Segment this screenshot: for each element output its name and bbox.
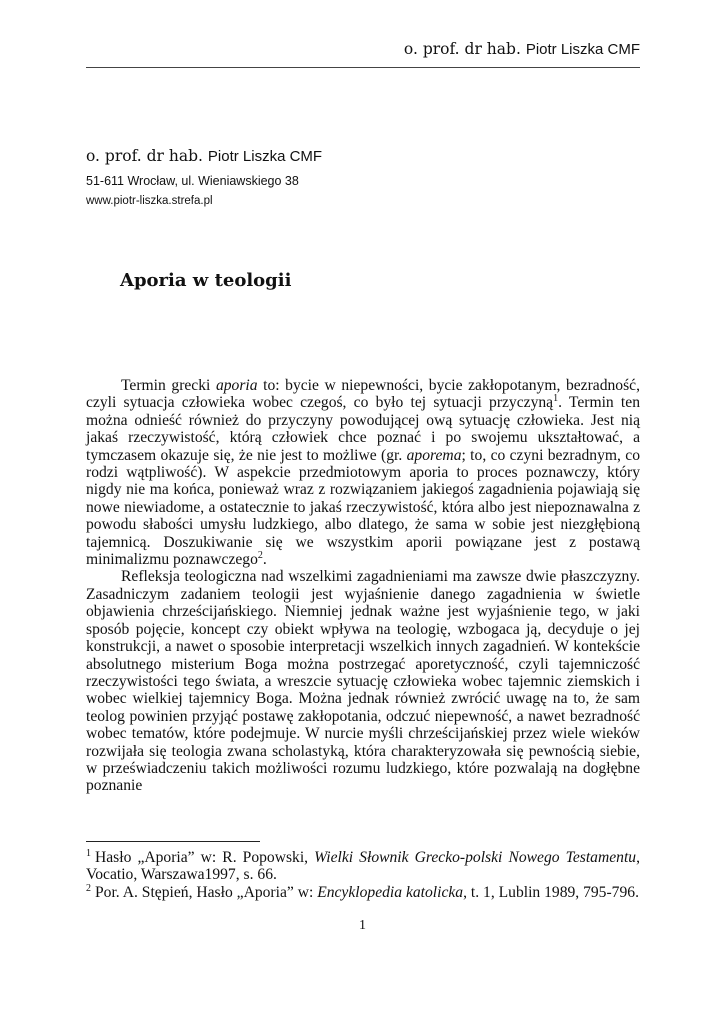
author-address: 51-611 Wrocław, ul. Wieniawskiego 38 bbox=[86, 174, 299, 188]
footnote-2-text-2: , t. 1, Lublin 1989, 795-796. bbox=[463, 883, 639, 901]
p1-text-4: ; to, co czyni bezradnym, co rodzi wątpliwość). W aspekcie przedmiotowym aporia to proces poznawczy, który nigdy nie ma końca, ponieważ wraz z rozwiązaniem jakiegoś zagadnienia pojawiają się nowe niewiadome, a ostatecznie to jakaś rzeczywistość, która albo jest niepoznawalna z powodu słabości umysłu ludzkiego, albo dlatego, że sama w sobie jest niezgłębioną tajemnicą. Doszukiwanie się we wszystkim aporii powiązane jest z postawą minimalizmu poznawczego bbox=[86, 446, 641, 569]
p1-term-aporia: aporia bbox=[215, 377, 258, 394]
p1-text-5: . bbox=[262, 551, 267, 569]
footnote-1-italic: Wielki Słownik Grecko-polski Nowego Testamentu bbox=[314, 849, 637, 866]
paragraph-1 bbox=[86, 377, 640, 568]
author-block bbox=[86, 146, 322, 209]
author-line bbox=[86, 146, 322, 167]
footnote-1-text-1: Hasło „Aporia” w: R. Popowski, bbox=[95, 849, 315, 866]
p1-term-aporema: aporema bbox=[406, 446, 462, 464]
author-title-prefix: o. prof. dr hab. bbox=[86, 147, 203, 165]
footnote-1 bbox=[86, 849, 640, 884]
paragraph-2: Refleksja teologiczna nad wszelkimi zagadnieniami ma zawsze dwie płaszczyzny. Zasadniczym zadaniem teologii jest wyjaśnienie danego zagadnienia w świetle objawienia chrześcijańskiego. Niemniej jednak ważne jest wyjaśnienie tego, w jaki sposób pojęcie, koncept czy obiekt wpływa na teologię, wzbogaca ją, decyduje o jej konstrukcji, a nawet o sposobie interpretacji wszelkich innych zagadnień. W kontekście absolutnego misterium Boga można postrzegać aporetyczność, czyli tajemniczość rzeczywistości tego świata, a wreszcie sytuację człowieka wobec tajemnic ziemskich i wobec wielkiej tajemnicy Boga. Można jednak również zwrócić uwagę na to, że sam teolog powinien przyjąć postawę zakłopotania, odczuć niepewność, a nawet bezradność wobec tematów, które podejmuje. W nurcie myśli chrześcijańskiej przez wiele wieków rozwijała się teologia zwana scholastyką, która charakteryzowała się pewnością siebie, w przeświadczeniu takich możliwości rozumu ludzkiego, które pozwalają na dogłębne poznanie bbox=[86, 568, 640, 795]
article-title: Aporia w teologii bbox=[120, 270, 292, 291]
footnote-1-text-2: , Vocatio, Warszawa1997, s. 66. bbox=[86, 849, 640, 884]
p1-text-2: to: bycie w niepewności, bycie zakłopotanym, bezradność, czyli sytuacja człowieka wobec czegoś, co było tej sytuacji przyczyną bbox=[86, 377, 640, 412]
footnote-divider bbox=[86, 841, 260, 842]
p1-text-3: . Termin ten można odnieść również do przyczyny powodującej ową sytuację człowieka. Jest nią jakaś rzeczywistość, którą człowiek chce poznać i po swojemu ukształtować, a tymczasem okazuje się, że nie jest to możliwe (gr. bbox=[86, 394, 640, 464]
footnote-2 bbox=[86, 884, 640, 901]
article-body bbox=[86, 377, 640, 795]
footnotes bbox=[86, 849, 640, 901]
header-title-prefix: o. prof. dr hab. bbox=[403, 40, 521, 58]
footnote-ref-2[interactable]: 2 bbox=[257, 549, 263, 561]
footnote-2-text-1: Por. A. Stępień, Hasło „Aporia” w: bbox=[95, 883, 318, 901]
running-header bbox=[86, 40, 640, 58]
footnote-mark-2: 2 bbox=[86, 882, 91, 894]
page-number: 1 bbox=[359, 918, 366, 933]
header-divider bbox=[86, 67, 640, 68]
header-author-name: Piotr Liszka CMF bbox=[525, 41, 640, 58]
author-name: Piotr Liszka CMF bbox=[207, 148, 323, 165]
footnote-mark-1: 1 bbox=[86, 847, 91, 859]
footnote-ref-1[interactable]: 1 bbox=[553, 393, 559, 405]
p1-text-1: Termin grecki bbox=[121, 377, 216, 394]
author-website: www.piotr-liszka.strefa.pl bbox=[86, 195, 213, 207]
footnote-2-italic: Encyklopedia katolicka bbox=[317, 883, 464, 901]
